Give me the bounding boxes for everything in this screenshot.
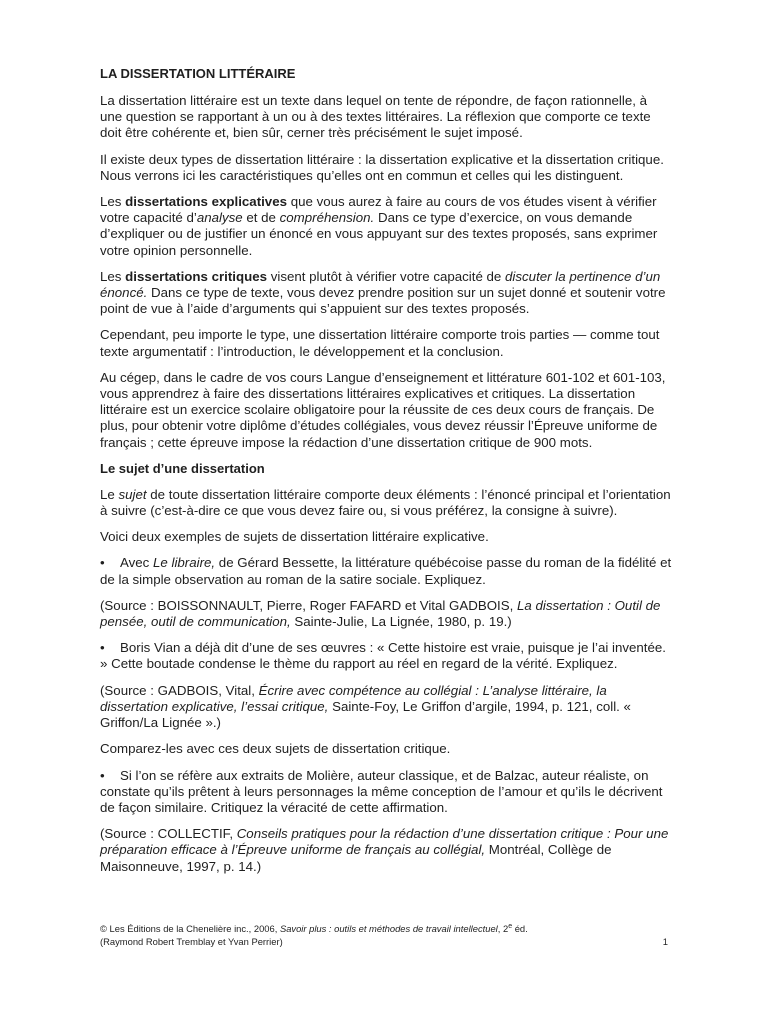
- paragraph-parties: Cependant, peu importe le type, une dissertation littéraire comporte trois parties — comme tout texte argumentatif : l’introduction, le développement et la conclusion.: [100, 327, 660, 359]
- document-body: [100, 66, 672, 885]
- paragraph-cegep: Au cégep, dans le cadre de vos cours Langue d’enseignement et littérature 601-102 et 601-103, vous apprendrez à faire des dissertations littéraires explicatives et critiques. La dissertation littéraire est un exercice scolaire obligatoire pour la réussite de ces deux cours de français. De plus, pour obtenir votre diplôme d’études collégiales, vous devez réussir l’Épreuve uniforme de français ; cette épreuve impose la rédaction d’une dissertation critique de 900 mots.: [100, 369, 666, 450]
- list-item-example-3: • Si l’on se réfère aux extraits de Molière, auteur classique, et de Balzac, auteur réaliste, on constate qu’ils prêtent à leurs personnages la même conception de l’amour et qu’ils le décrivent de façon similaire. Critiquez la véracité de cette affirmation.: [100, 767, 663, 815]
- list-item-example-2: • Boris Vian a déjà dit d’une de ses œuvres : « Cette histoire est vraie, puisque je l’ai inventée. » Cette boutade condense le thème du rapport au réel en regard de la vérité. Expliquez.: [100, 640, 666, 672]
- term-dissertations-explicatives: dissertations explicatives: [125, 194, 287, 210]
- bullet-icon: •: [100, 640, 105, 656]
- paragraph-explicatives: Les dissertations explicatives que vous aurez à faire au cours de vos études visent à vérifier votre capacité d’analyse et de compréhension. Dans ce type d’exercice, on vous demande d’expliquer ou de justifier un énoncé en vous appuyant sur des textes proposés, sans exprimer votre opinion personnelle.: [100, 194, 658, 258]
- paragraph-comparez: Comparez-les avec ces deux sujets de dissertation critique.: [100, 741, 451, 757]
- bullet-icon: •: [100, 555, 105, 571]
- source-citation-1: (Source : BOISSONNAULT, Pierre, Roger FAFARD et Vital GADBOIS, La dissertation : Outil de pensée, outil de communication, Sainte-Julie, La Lignée, 1980, p. 19.): [100, 597, 661, 630]
- paragraph-types: Il existe deux types de dissertation littéraire : la dissertation explicative et la dissertation critique. Nous verrons ici les caractéristiques qu’elles ont en commun et celles qui les distinguent.: [100, 151, 664, 183]
- list-item-example-1: • Avec Le libraire, de Gérard Bessette, la littérature québécoise passe du roman de la fidélité et de la simple observation au roman de la satire sociale. Expliquez.: [100, 555, 672, 587]
- page-number: 1: [662, 936, 668, 947]
- document-title: LA DISSERTATION LITTÉRAIRE: [100, 66, 296, 81]
- paragraph-intro: La dissertation littéraire est un texte dans lequel on tente de répondre, de façon rationnelle, à une question se rapportant à un ou à des textes littéraires. La réflexion que comporte ce texte doit être cohérente et, bien sûr, cerner très précisément le sujet imposé.: [100, 93, 651, 141]
- page-footer: [100, 922, 672, 948]
- bullet-icon: •: [100, 767, 105, 783]
- paragraph-sujet: Le sujet de toute dissertation littéraire comporte deux éléments : l’énoncé principal et l’orientation à suivre (c’est-à-dire ce que vous devez faire ou, si vous préférez, la consigne à suivre).: [100, 486, 671, 519]
- paragraph-critiques: Les dissertations critiques visent plutôt à vérifier votre capacité de discuter la pertinence d’un énoncé. Dans ce type de texte, vous devez prendre position sur un sujet donné et soutenir votre point de vue à l’aide d’arguments qui s’appuient sur des textes proposés.: [100, 268, 666, 317]
- source-citation-2: (Source : GADBOIS, Vital, Écrire avec compétence au collégial : L’analyse littéraire, la dissertation explicative, l’essai critique, Sainte-Foy, Le Griffon d’argile, 1994, p. 121, coll. « Griffon/La Lignée ».): [100, 682, 631, 731]
- section-heading-sujet: Le sujet d’une dissertation: [100, 460, 265, 476]
- term-dissertations-critiques: dissertations critiques: [125, 268, 268, 284]
- footer-authors: (Raymond Robert Tremblay et Yvan Perrier): [100, 936, 283, 947]
- footer-copyright: © Les Éditions de la Chenelière inc., 2006, Savoir plus : outils et méthodes de travail intellectuel, 2e éd.: [100, 922, 528, 934]
- paragraph-exemples-explicative: Voici deux exemples de sujets de dissertation littéraire explicative.: [100, 529, 489, 545]
- source-citation-3: (Source : COLLECTIF, Conseils pratiques pour la rédaction d’une dissertation critique : Pour une préparation efficace à l’Épreuve uniforme de français au collégial, Montréal, Collège de Maisonneuve, 1997, p. 14.): [100, 826, 669, 874]
